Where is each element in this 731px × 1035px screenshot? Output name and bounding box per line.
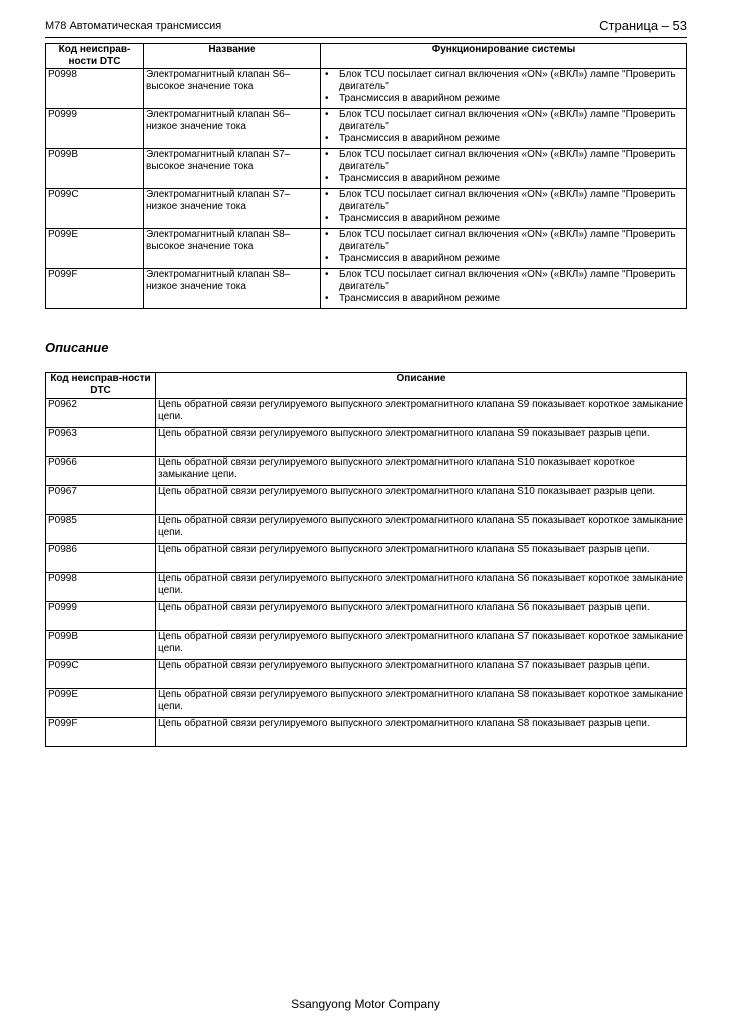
dtc-code: P099C [46,660,156,689]
function-item: • Трансмиссия в аварийном режиме [323,293,684,305]
dtc-description: Цепь обратной связи регулируемого выпускного электромагнитного клапана S7 показывает короткое замыкание цепи. [156,631,687,660]
dtc-name: Электромагнитный клапан S7–высокое значение тока [144,149,321,189]
dtc-code: P0998 [46,573,156,602]
table-row [46,631,687,660]
table-header-row [46,373,687,399]
header-divider [45,37,687,38]
dtc-name: Электромагнитный клапан S6–низкое значение тока [144,109,321,149]
function-item: • Трансмиссия в аварийном режиме [323,253,684,265]
dtc-name: Электромагнитный клапан S7–низкое значение тока [144,189,321,229]
dtc-function [321,229,687,269]
table-row [46,399,687,428]
dtc-description-table [45,372,687,747]
table-row [46,149,687,189]
dtc-function [321,69,687,109]
function-item: • Трансмиссия в аварийном режиме [323,133,684,145]
dtc-code: P099F [46,718,156,747]
dtc-code: P0962 [46,399,156,428]
table-header-row [46,44,687,69]
dtc-code: P0967 [46,486,156,515]
function-item: • Трансмиссия в аварийном режиме [323,93,684,105]
page-number: Страница – 53 [599,18,687,33]
dtc-description: Цепь обратной связи регулируемого выпускного электромагнитного клапана S9 показывает короткое замыкание цепи. [156,399,687,428]
dtc-description: Цепь обратной связи регулируемого выпускного электромагнитного клапана S5 показывает короткое замыкание цепи. [156,515,687,544]
function-item: • Трансмиссия в аварийном режиме [323,173,684,185]
dtc-description: Цепь обратной связи регулируемого выпускного электромагнитного клапана S8 показывает разрыв цепи. [156,718,687,747]
table-row [46,573,687,602]
header-name: Название [144,44,321,69]
dtc-code: P099E [46,689,156,718]
function-item: • Блок TCU посылает сигнал включения «ON» («ВКЛ») лампе "Проверить двигатель" [323,69,684,93]
dtc-description: Цепь обратной связи регулируемого выпускного электромагнитного клапана S6 показывает короткое замыкание цепи. [156,573,687,602]
dtc-code: P0986 [46,544,156,573]
dtc-code: P099B [46,149,144,189]
table-row [46,660,687,689]
table-row [46,544,687,573]
dtc-code: P0966 [46,457,156,486]
dtc-code: P0999 [46,602,156,631]
dtc-description: Цепь обратной связи регулируемого выпускного электромагнитного клапана S8 показывает короткое замыкание цепи. [156,689,687,718]
dtc-function [321,189,687,229]
table-row [46,269,687,309]
table-row [46,428,687,457]
header-code: Код неисправ-ности DTC [46,44,144,69]
function-item: • Блок TCU посылает сигнал включения «ON» («ВКЛ») лампе "Проверить двигатель" [323,269,684,293]
dtc-function-table [45,43,687,309]
dtc-code: P099B [46,631,156,660]
document-title: M78 Автоматическая трансмиссия [45,20,222,32]
dtc-function [321,109,687,149]
dtc-code: P099F [46,269,144,309]
dtc-description: Цепь обратной связи регулируемого выпускного электромагнитного клапана S6 показывает разрыв цепи. [156,602,687,631]
dtc-description: Цепь обратной связи регулируемого выпускного электромагнитного клапана S5 показывает разрыв цепи. [156,544,687,573]
function-item: • Блок TCU посылает сигнал включения «ON» («ВКЛ») лампе "Проверить двигатель" [323,189,684,213]
dtc-code: P099C [46,189,144,229]
dtc-function [321,269,687,309]
dtc-description: Цепь обратной связи регулируемого выпускного электромагнитного клапана S7 показывает разрыв цепи. [156,660,687,689]
table-row [46,515,687,544]
function-item: • Блок TCU посылает сигнал включения «ON» («ВКЛ») лампе "Проверить двигатель" [323,229,684,253]
function-item: • Блок TCU посылает сигнал включения «ON» («ВКЛ») лампе "Проверить двигатель" [323,109,684,133]
table-row [46,718,687,747]
dtc-name: Электромагнитный клапан S6–высокое значение тока [144,69,321,109]
table-row [46,457,687,486]
dtc-code: P0998 [46,69,144,109]
dtc-description: Цепь обратной связи регулируемого выпускного электромагнитного клапана S10 показывает разрыв цепи. [156,486,687,515]
table-row [46,229,687,269]
table-row [46,69,687,109]
dtc-code: P0999 [46,109,144,149]
header-description: Описание [156,373,687,399]
dtc-code: P0985 [46,515,156,544]
dtc-description: Цепь обратной связи регулируемого выпускного электромагнитного клапана S9 показывает разрыв цепи. [156,428,687,457]
table-row [46,689,687,718]
dtc-description: Цепь обратной связи регулируемого выпускного электромагнитного клапана S10 показывает короткое замыкание цепи. [156,457,687,486]
dtc-name: Электромагнитный клапан S8–высокое значение тока [144,229,321,269]
dtc-function [321,149,687,189]
function-item: • Трансмиссия в аварийном режиме [323,213,684,225]
table-row [46,109,687,149]
header-function: Функционирование системы [321,44,687,69]
table-row [46,189,687,229]
function-item: • Блок TCU посылает сигнал включения «ON» («ВКЛ») лампе "Проверить двигатель" [323,149,684,173]
header-code: Код неисправ-ности DTC [46,373,156,399]
table-row [46,486,687,515]
footer-company: Ssangyong Motor Company [291,997,440,1011]
dtc-code: P099E [46,229,144,269]
table-row [46,602,687,631]
dtc-name: Электромагнитный клапан S8–низкое значение тока [144,269,321,309]
dtc-code: P0963 [46,428,156,457]
section-title: Описание [45,340,109,355]
